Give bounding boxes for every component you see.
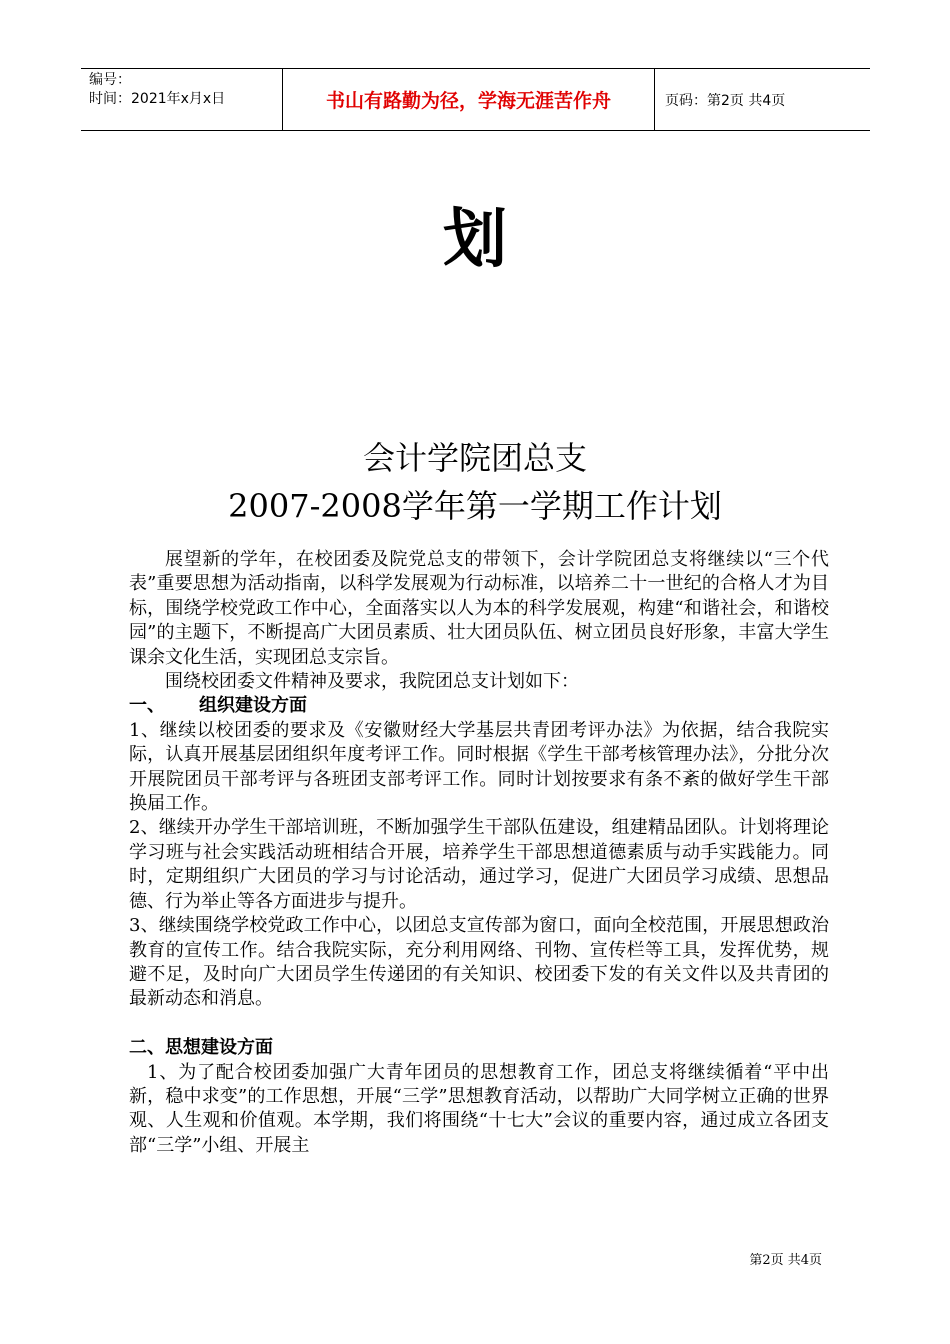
section-number: 一、	[129, 695, 165, 717]
document-number-label: 编号：	[89, 72, 131, 88]
lead-paragraph: 围绕校团委文件精神及要求，我院团总支计划如下：	[165, 671, 579, 693]
page-footer: 第2页 共4页	[749, 1253, 822, 1268]
paragraph: 1、继续以校团委的要求及《安徽财经大学基层共青团考评办法》为依据，结合我院实际，认真开展基层团组织年度考评工作。同时根据《学生干部考核管理办法》，分批分次开展院团员干部考评与各班团支部考评工作。同时计划按要求有条不紊的做好学生干部换届工作。	[129, 719, 829, 815]
header-page-number: 页码：第2页 共4页	[665, 92, 786, 109]
section-heading-organization	[129, 694, 829, 718]
paragraph: 1、为了配合校团委加强广大青年团员的思想教育工作，团总支将继续循着“平中出新，稳中求变”的工作思想，开展“三学”思想教育活动，以帮助广大同学树立正确的世界观、人生观和价值观。本学期，我们将围绕“十七大”会议的重要内容，通过成立各团支部“三学”小组、开展主	[129, 1061, 829, 1156]
document-date-label: 时间：2021年x月x日	[89, 91, 226, 107]
document-title-line2: 2007-2008学年第一学期工作计划	[228, 487, 722, 525]
header-table	[81, 68, 870, 131]
header-meta	[81, 69, 282, 130]
paragraph: 3、继续围绕学校党政工作中心，以团总支宣传部为窗口，面向全校范围，开展思想政治教育的宣传工作。结合我院实际，充分利用网络、刊物、宣传栏等工具，发挥优势，规避不足，及时向广大团员学生传递团的有关知识、校团委下发的有关文件以及共青团的最新动态和消息。	[129, 915, 829, 1010]
blank-line	[129, 1012, 829, 1036]
document-body	[129, 548, 829, 1158]
section-title: 组织建设方面	[199, 695, 307, 717]
paragraph: 2、继续开办学生干部培训班，不断加强学生干部队伍建设，组建精品团队。计划将理论学习班与社会实践活动班相结合开展，培养学生干部思想道德素质与动手实践能力。同时，定期组织广大团员的学习与讨论活动，通过学习，促进广大团员学习成绩、思想品德、行为举止等各方面进步与提升。	[129, 817, 829, 912]
large-heading-character: 划	[443, 203, 507, 277]
intro-paragraph: 展望新的学年，在校团委及院党总支的带领下，会计学院团总支将继续以“三个代表”重要思想为活动指南，以科学发展观为行动标准，以培养二十一世纪的合格人才为目标，围绕学校党政工作中心，全面落实以人为本的科学发展观，构建“和谐社会，和谐校园”的主题下，不断提高广大团员素质、壮大团员队伍、树立团员良好形象，丰富大学生课余文化生活，实现团总支宗旨。	[129, 549, 829, 668]
header-motto: 书山有路勤为径，学海无涯苦作舟	[282, 69, 655, 130]
section-heading-ideology: 二、思想建设方面	[129, 1037, 273, 1059]
document-title-line1: 会计学院团总支	[362, 439, 587, 477]
